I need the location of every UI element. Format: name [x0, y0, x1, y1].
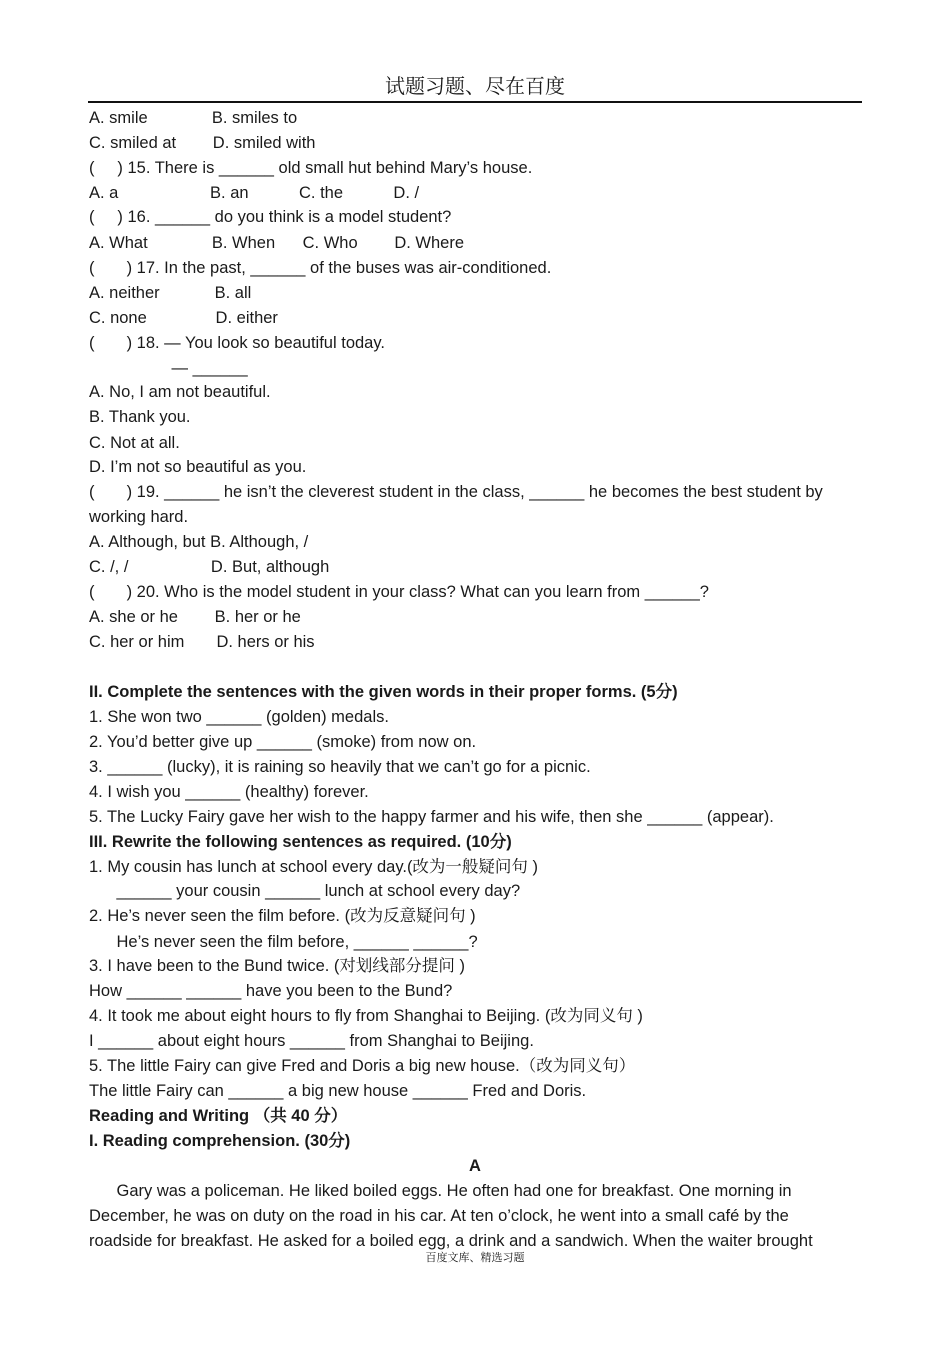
option-line: C. smiled at D. smiled with	[89, 134, 316, 152]
exercise-line: 5. The Lucky Fairy gave her wish to the happy farmer and his wife, then she ______ (appear).	[89, 808, 774, 826]
question-15: ( ) 15. There is ______ old small hut behind Mary’s house.	[89, 159, 533, 177]
option-line: A. Although, but B. Although, /	[89, 533, 309, 551]
option-line: B. Thank you.	[89, 408, 191, 426]
option-line: A. What B. When C. Who D. Where	[89, 234, 465, 252]
reading-comprehension-heading: I. Reading comprehension. (30分)	[89, 1132, 351, 1150]
passage-line: Gary was a policeman. He liked boiled eggs. He often had one for breakfast. One morning in	[89, 1182, 792, 1200]
question-17: ( ) 17. In the past, ______ of the buses was air-conditioned.	[89, 259, 552, 277]
question-20: ( ) 20. Who is the model student in your class? What can you learn from ______?	[89, 583, 709, 601]
option-line: C. /, / D. But, although	[89, 558, 330, 576]
option-line: A. smile B. smiles to	[89, 109, 298, 127]
passage-line: roadside for breakfast. He asked for a boiled egg, a drink and a sandwich. When the waiter brought	[89, 1232, 813, 1250]
rewrite-line: 1. My cousin has lunch at school every day.(改为一般疑问句 )	[89, 858, 539, 876]
question-19: ( ) 19. ______ he isn’t the cleverest student in the class, ______ he becomes the best student by	[89, 483, 823, 501]
option-line: D. I’m not so beautiful as you.	[89, 458, 307, 476]
passage-label: A	[469, 1157, 481, 1175]
option-line: A. a B. an C. the D. /	[89, 184, 420, 202]
section-3-heading: III. Rewrite the following sentences as required. (10分)	[89, 833, 512, 851]
option-line: C. Not at all.	[89, 434, 180, 452]
page-footer: 百度文库、精选习题	[425, 1251, 525, 1264]
rewrite-line: 3. I have been to the Bund twice. (对划线部分提问 )	[89, 957, 465, 975]
question-19-cont: working hard.	[89, 508, 189, 526]
question-18-reply: — ______	[89, 359, 248, 377]
section-2-heading: II. Complete the sentences with the given words in their proper forms. (5分)	[89, 683, 678, 701]
exercise-line: 2. You’d better give up ______ (smoke) from now on.	[89, 733, 477, 751]
page-header-title: 试题习题、尽在百度	[385, 74, 565, 98]
option-line: A. neither B. all	[89, 284, 252, 302]
rewrite-answer: I ______ about eight hours ______ from Shanghai to Beijing.	[89, 1032, 534, 1050]
option-line: C. her or him D. hers or his	[89, 633, 315, 651]
rewrite-answer: He’s never seen the film before, ______ ______?	[89, 933, 478, 951]
rewrite-line: 4. It took me about eight hours to fly from Shanghai to Beijing. (改为同义句 )	[89, 1007, 643, 1025]
passage-line: December, he was on duty on the road in his car. At ten o’clock, he went into a small café by the	[89, 1207, 789, 1225]
rewrite-answer: ______ your cousin ______ lunch at school every day?	[89, 882, 521, 900]
rewrite-answer: The little Fairy can ______ a big new house ______ Fred and Doris.	[89, 1082, 587, 1100]
question-16: ( ) 16. ______ do you think is a model student?	[89, 208, 452, 226]
rewrite-answer: How ______ ______ have you been to the Bund?	[89, 982, 453, 1000]
rewrite-line: 2. He’s never seen the film before. (改为反意疑问句 )	[89, 907, 476, 925]
rewrite-line: 5. The little Fairy can give Fred and Doris a big new house.（改为同义句）	[89, 1057, 636, 1075]
option-line: C. none D. either	[89, 309, 278, 327]
exercise-line: 3. ______ (lucky), it is raining so heavily that we can’t go for a picnic.	[89, 758, 591, 776]
option-line: A. No, I am not beautiful.	[89, 383, 271, 401]
header-rule	[88, 101, 862, 103]
exercise-line: 4. I wish you ______ (healthy) forever.	[89, 783, 369, 801]
exercise-line: 1. She won two ______ (golden) medals.	[89, 708, 389, 726]
question-18: ( ) 18. — You look so beautiful today.	[89, 334, 385, 352]
option-line: A. she or he B. her or he	[89, 608, 301, 626]
reading-writing-heading: Reading and Writing （共 40 分）	[89, 1107, 348, 1125]
